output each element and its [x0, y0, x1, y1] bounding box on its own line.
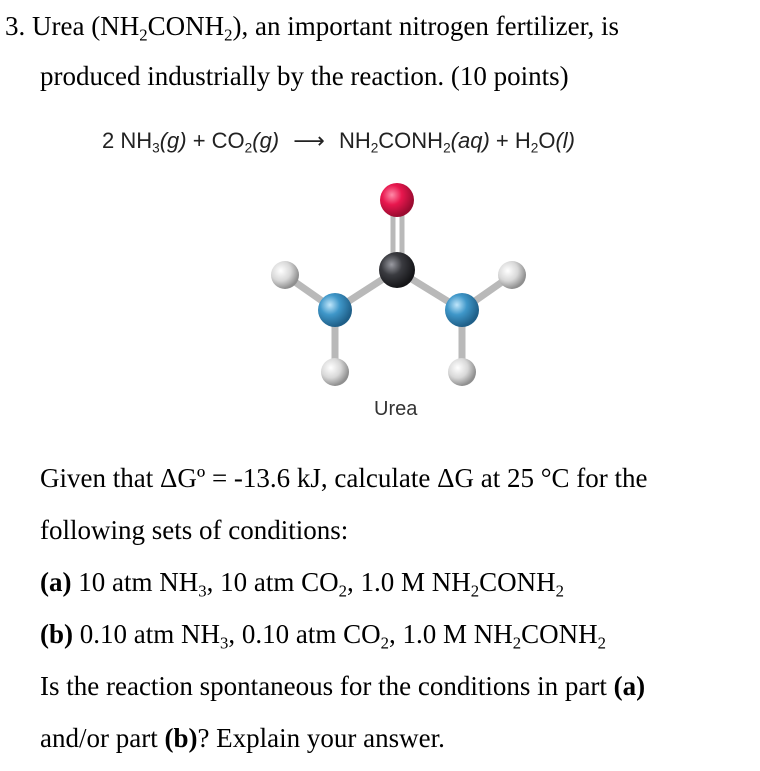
part-a-label: (a) [40, 567, 72, 597]
question-number: 3. [5, 11, 26, 41]
question-line-2: produced industrially by the reaction. (10 points) [40, 61, 569, 91]
given-line-2: following sets of conditions: [40, 515, 349, 545]
nitrogen-atom [318, 293, 352, 327]
part-b: (b) 0.10 atm $NH_3$, 0.10 atm $CO_2$, 1.0 M $NH_2CONH_2$ [40, 619, 607, 653]
part-a: (a) 10 atm $NH_3$, 10 atm $CO_2$, 1.0 M $NH_2CONH_2$ [40, 567, 564, 601]
urea-molecule-model [240, 170, 540, 410]
chemical-equation: 2 $NH_3(g) + CO_2(g)$ ⟶ $NH_2CONH_2(aq) + H_2O(l)$ [102, 128, 575, 156]
followup-line-1: Is the reaction spontaneous for the conditions in part (a) [40, 671, 646, 701]
part-b-label: (b) [40, 619, 73, 649]
carbon-atom [379, 252, 415, 288]
hydrogen-atom [271, 261, 299, 289]
reaction-arrow-icon: ⟶ [293, 128, 325, 153]
bonds [285, 208, 512, 370]
hydrogen-atom [321, 358, 349, 386]
nitrogen-atom [445, 293, 479, 327]
given-line-1: Given that ΔGº = -13.6 kJ, calculate ΔG at 25 °C for the [40, 463, 648, 493]
figure-caption: Urea [374, 398, 418, 420]
hydrogen-atom [498, 261, 526, 289]
oxygen-atom [380, 183, 414, 217]
followup-line-2: and/or part (b)? Explain your answer. [40, 723, 445, 753]
question-line-1: 3. Urea $(NH_2CONH_2)$, an important nitrogen fertilizer, is [5, 11, 620, 45]
hydrogen-atom [448, 358, 476, 386]
